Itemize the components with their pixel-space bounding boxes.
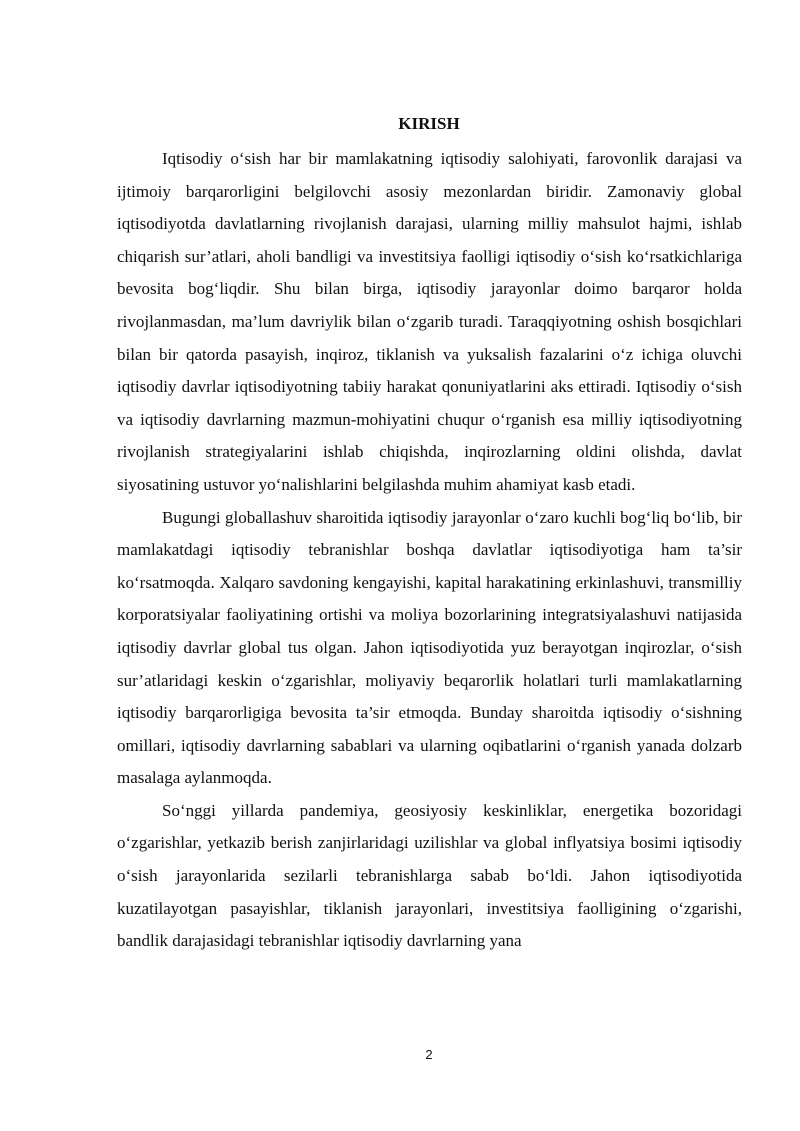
page-number: 2 xyxy=(425,1047,433,1062)
body-text xyxy=(117,143,742,958)
section-title: KIRISH xyxy=(398,114,460,133)
paragraph-3: So‘nggi yillarda pandemiya, geosiyosiy keskinliklar, energetika bozoridagi o‘zgarishlar, yetkazib berish zanjirlaridagi uzilishlar va global inflyatsiya bosimi iqtisodiy o‘sish jarayonlarida sezilarli tebranishlarga sabab bo‘ldi. Jahon iqtisodiyotida kuzatilayotgan pasayishlar, tiklanish jarayonlari, investitsiya faolligining o‘zgarishi, bandlik darajasidagi tebranishlar iqtisodiy davrlarning yana xyxy=(117,800,742,951)
paragraph-1: Iqtisodiy o‘sish har bir mamlakatning iqtisodiy salohiyati, farovonlik darajasi va ijtimoiy barqarorligini belgilovchi asosiy mezonlardan biridir. Zamonaviy global iqtisodiyotda davlatlarning rivojlanish darajasi, ularning milliy mahsulot hajmi, ishlab chiqarish sur’atlari, aholi bandligi va investitsiya faolligi iqtisodiy o‘sish ko‘rsatkichlariga bevosita bog‘liqdir. Shu bilan birga, iqtisodiy jarayonlar doimo barqaror holda rivojlanmasdan, ma’lum davriylik bilan o‘zgarib turadi. Taraqqiyotning oshish bosqichlari bilan bir qatorda pasayish, inqiroz, tiklanish va yuksalish fazalarini o‘z ichiga oluvchi iqtisodiy davrlar iqtisodiyotning tabiiy harakat qonuniyatlarini aks ettiradi. Iqtisodiy o‘sish va iqtisodiy davrlarning mazmun-mohiyatini chuqur o‘rganish esa milliy iqtisodiyotning rivojlanish strategiyalarini ishlab chiqishda, inqirozlarning oldini olishda, davlat siyosatining ustuvor yo‘nalishlarini belgilashda muhim ahamiyat kasb etadi. xyxy=(117,149,742,494)
paragraph-2: Bugungi globallashuv sharoitida iqtisodiy jarayonlar o‘zaro kuchli bog‘liq bo‘lib, bir mamlakatdagi iqtisodiy tebranishlar boshqa davlatlar iqtisodiyotiga ham ta’sir ko‘rsatmoqda. Xalqaro savdoning kengayishi, kapital harakatining erkinlashuvi, transmilliy korporatsiyalar faoliyatining ortishi va moliya bozorlarining integratsiyalashuvi natijasida iqtisodiy davrlar global tus olgan. Jahon iqtisodiyotida yuz berayotgan inqirozlar, o‘sish sur’atlaridagi keskin o‘zgarishlar, moliyaviy beqarorlik holatlari turli mamlakatlarning iqtisodiy barqarorligiga bevosita ta’sir etmoqda. Bunday sharoitda iqtisodiy o‘sishning omillari, iqtisodiy davrlarning sabablari va ularning oqibatlarini o‘rganish yanada dolzarb masalaga aylanmoqda. xyxy=(117,507,742,788)
